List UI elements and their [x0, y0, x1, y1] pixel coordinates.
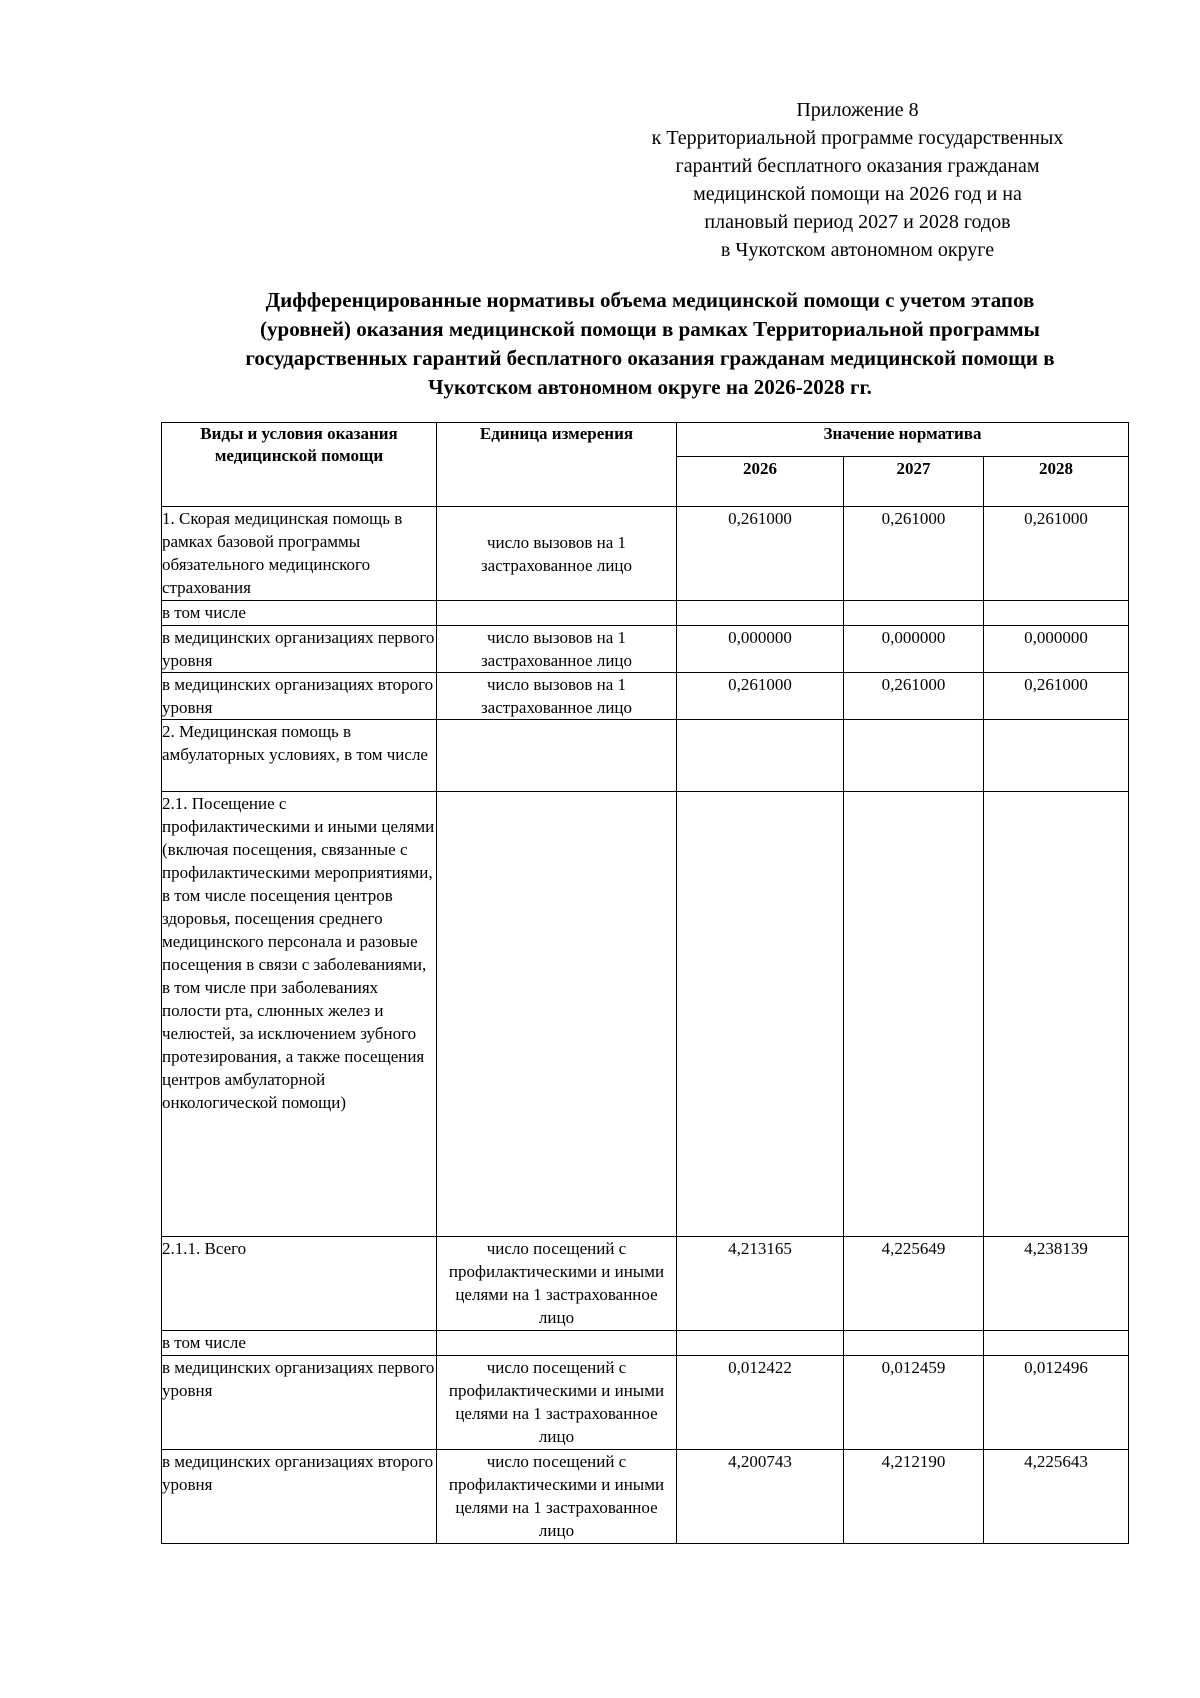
row-value-2026 [677, 601, 844, 626]
title-line: (уровней) оказания медицинской помощи в рамках Территориальной программы [260, 317, 1040, 341]
title-line: Дифференцированные нормативы объема медицинской помощи с учетом этапов [265, 288, 1035, 312]
row-unit: число вызовов на 1 застрахованное лицо [437, 507, 677, 601]
table-row [162, 626, 1129, 673]
row-unit [437, 1331, 677, 1356]
appendix-heading [580, 96, 1135, 264]
row-value-2026: 0,261000 [677, 673, 844, 720]
document-title [150, 286, 1150, 402]
header-year-2027: 2027 [844, 457, 984, 507]
table-row [162, 1450, 1129, 1544]
row-value-2027 [844, 792, 984, 1237]
row-value-2027 [844, 1331, 984, 1356]
row-value-2027: 0,012459 [844, 1356, 984, 1450]
row-value-2026: 4,213165 [677, 1237, 844, 1331]
table-row [162, 792, 1129, 1237]
row-unit [437, 601, 677, 626]
row-value-2028: 4,225643 [984, 1450, 1129, 1544]
row-value-2028 [984, 601, 1129, 626]
row-value-2027: 4,225649 [844, 1237, 984, 1331]
row-unit: число посещений с профилактическими и иными целями на 1 застрахованное лицо [437, 1237, 677, 1331]
row-value-2028: 0,012496 [984, 1356, 1129, 1450]
row-unit [437, 792, 677, 1237]
table-row [162, 1237, 1129, 1331]
row-name: 2.1. Посещение с профилактическими и иными целями (включая посещения, связанные с профилактическими мероприятиями, в том числе посещения центров здоровья, посещения среднего медицинского персонала и разовые посещения в связи с заболеваниями, в том числе при заболеваниях полости рта, слюнных желез и челюстей, за исключением зубного протезирования, а также посещения центров амбулаторной онкологической помощи) [162, 792, 437, 1237]
row-value-2026: 4,200743 [677, 1450, 844, 1544]
header-unit: Единица измерения [437, 423, 677, 507]
row-unit: число вызовов на 1 застрахованное лицо [437, 673, 677, 720]
row-value-2026 [677, 1331, 844, 1356]
row-name: в медицинских организациях первого уровня [162, 1356, 437, 1450]
row-value-2028 [984, 1331, 1129, 1356]
title-line: Чукотском автономном округе на 2026-2028 гг. [428, 375, 872, 399]
table-row [162, 720, 1129, 792]
row-unit: число посещений с профилактическими и иными целями на 1 застрахованное лицо [437, 1356, 677, 1450]
row-value-2026: 0,000000 [677, 626, 844, 673]
row-name: в том числе [162, 601, 437, 626]
row-value-2026: 0,261000 [677, 507, 844, 601]
row-value-2028: 0,261000 [984, 673, 1129, 720]
row-value-2026 [677, 720, 844, 792]
appendix-line: Приложение 8 [796, 99, 919, 121]
table-row [162, 507, 1129, 601]
row-name: 2.1.1. Всего [162, 1237, 437, 1331]
row-name: 1. Скорая медицинская помощь в рамках базовой программы обязательного медицинского страхования [162, 507, 437, 601]
header-year-2028: 2028 [984, 457, 1129, 507]
row-name: в медицинских организациях второго уровня [162, 1450, 437, 1544]
norms-table [161, 422, 1129, 1544]
appendix-line: гарантий бесплатного оказания гражданам [675, 155, 1040, 177]
row-value-2028: 0,261000 [984, 507, 1129, 601]
row-value-2028 [984, 792, 1129, 1237]
row-value-2026: 0,012422 [677, 1356, 844, 1450]
table-row [162, 601, 1129, 626]
row-value-2027 [844, 720, 984, 792]
header-kind: Виды и условия оказания медицинской помощи [162, 423, 437, 507]
row-value-2026 [677, 792, 844, 1237]
row-unit [437, 720, 677, 792]
row-name: в том числе [162, 1331, 437, 1356]
header-value: Значение норматива [677, 423, 1129, 457]
row-value-2028: 0,000000 [984, 626, 1129, 673]
row-value-2028 [984, 720, 1129, 792]
header-year-2026: 2026 [677, 457, 844, 507]
row-value-2027: 0,261000 [844, 507, 984, 601]
appendix-line: плановый период 2027 и 2028 годов [704, 211, 1011, 233]
table-row [162, 1356, 1129, 1450]
row-value-2027: 0,261000 [844, 673, 984, 720]
appendix-line: в Чукотском автономном округе [720, 239, 995, 261]
appendix-line: к Территориальной программе государственных [651, 127, 1064, 149]
row-name: в медицинских организациях первого уровня [162, 626, 437, 673]
table-row [162, 673, 1129, 720]
row-unit: число вызовов на 1 застрахованное лицо [437, 626, 677, 673]
row-name: в медицинских организациях второго уровня [162, 673, 437, 720]
row-unit: число посещений с профилактическими и иными целями на 1 застрахованное лицо [437, 1450, 677, 1544]
table-row [162, 1331, 1129, 1356]
row-value-2028: 4,238139 [984, 1237, 1129, 1331]
title-line: государственных гарантий бесплатного оказания гражданам медицинской помощи в [245, 346, 1055, 370]
row-name: 2. Медицинская помощь в амбулаторных условиях, в том числе [162, 720, 437, 792]
row-value-2027 [844, 601, 984, 626]
row-value-2027: 4,212190 [844, 1450, 984, 1544]
appendix-line: медицинской помощи на 2026 год и на [693, 183, 1022, 205]
row-value-2027: 0,000000 [844, 626, 984, 673]
